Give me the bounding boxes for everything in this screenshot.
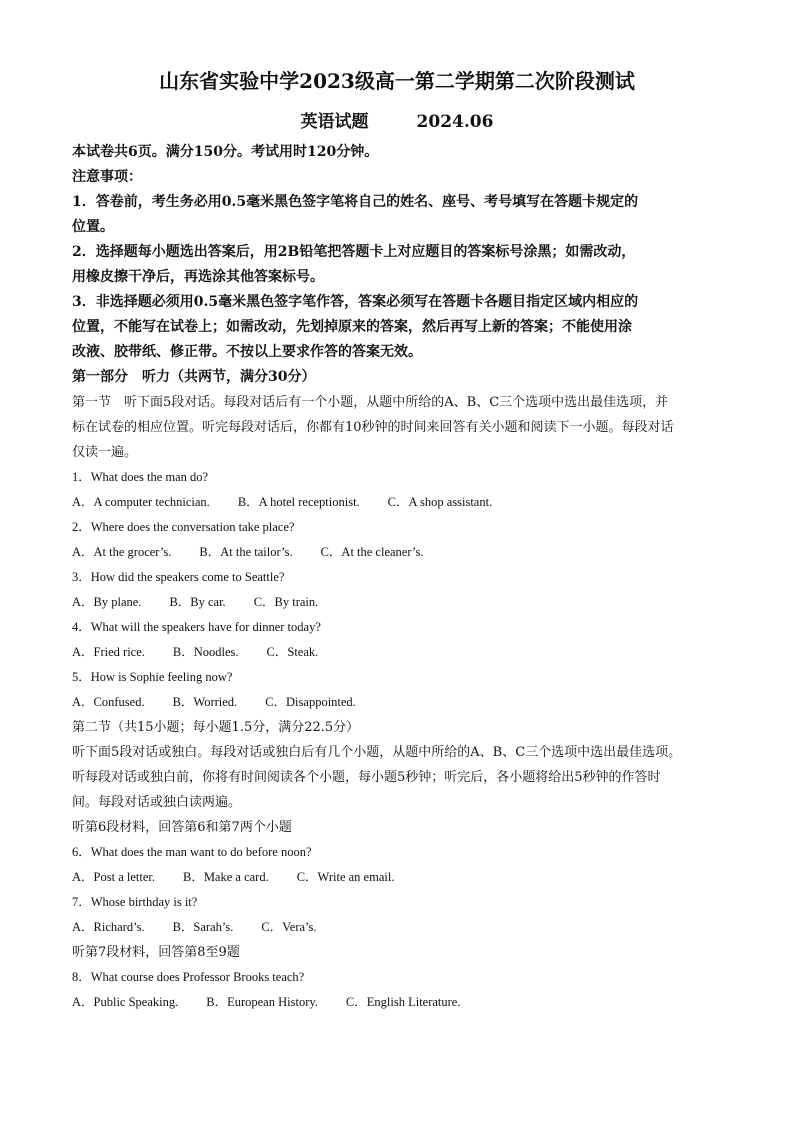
notes-heading: 注意事项： — [72, 169, 142, 185]
option-b: B．Make a card. — [182, 870, 269, 884]
option-a: A．By plane. — [72, 595, 142, 609]
part1-heading: 第一部分 听力（共两节，满分30分） — [72, 369, 316, 385]
exam-page — [72, 66, 722, 1015]
question-options — [72, 915, 722, 940]
section1-instructions: 第一节 听下面5段对话。每段对话后有一个小题，从题中所给的A、B、C三个选项中选出最佳选项，并 — [72, 395, 669, 410]
section2-instructions: 听每段对话或独白前，你将有时间阅读各个小题，每小题5秒钟；听完后，各小题将给出5秒钟的作答时 — [72, 770, 661, 785]
option-c: C．English Literature. — [345, 995, 461, 1009]
section1-instructions: 仅读一遍。 — [72, 445, 138, 460]
option-b: B．European History. — [206, 995, 318, 1009]
exam-summary: 本试卷共6页。满分150分。考试用时120分钟。 — [72, 144, 379, 160]
option-c: C．Write an email. — [296, 870, 395, 884]
question-stem: 1．What does the man do? — [72, 470, 209, 484]
option-a: A．Richard’s. — [72, 920, 145, 934]
option-a: A．A computer technician. — [72, 495, 210, 509]
material-7-label: 听第7段材料，回答第8至9题 — [72, 945, 240, 960]
question-stem: 8．What course does Professor Brooks teach? — [72, 970, 305, 984]
question-stem: 7．Whose birthday is it? — [72, 895, 198, 909]
option-c: C．Disappointed. — [265, 695, 356, 709]
question-options — [72, 640, 722, 665]
question-options — [72, 540, 722, 565]
question-stem: 2．Where does the conversation take place? — [72, 520, 295, 534]
question-options — [72, 590, 722, 615]
question-options — [72, 490, 722, 515]
option-b: B．At the tailor’s. — [199, 545, 293, 559]
note-3-cont: 改液、胶带纸、修正带。不按以上要求作答的答案无效。 — [72, 344, 422, 360]
note-2-cont: 用橡皮擦干净后，再选涂其他答案标号。 — [72, 269, 324, 285]
option-c: C．By train. — [253, 595, 319, 609]
exam-subtitle — [72, 108, 722, 136]
option-a: A．Confused. — [72, 695, 145, 709]
material-6-label: 听第6段材料，回答第6和第7两个小题 — [72, 820, 292, 835]
note-1-cont: 位置。 — [72, 219, 114, 235]
section2-heading: 第二节（共15小题；每小题1.5分，满分22.5分） — [72, 720, 360, 735]
option-b: B．Noodles. — [172, 645, 239, 659]
question-options — [72, 690, 722, 715]
note-1: 1．答卷前，考生务必用0.5毫米黑色签字笔将自己的姓名、座号、考号填写在答题卡规定的 — [72, 194, 639, 210]
question-stem: 4．What will the speakers have for dinner today? — [72, 620, 321, 634]
question-options — [72, 865, 722, 890]
option-b: B．By car. — [169, 595, 226, 609]
option-b: B．Sarah’s. — [172, 920, 234, 934]
option-c: C．At the cleaner’s. — [320, 545, 424, 559]
question-options — [72, 990, 722, 1015]
option-a: A．At the grocer’s. — [72, 545, 172, 559]
exam-title: 山东省实验中学2023级高一第二学期第二次阶段测试 — [159, 69, 635, 93]
option-b: B．A hotel receptionist. — [237, 495, 360, 509]
option-c: C．Vera’s. — [261, 920, 317, 934]
note-2: 2．选择题每小题选出答案后，用2B铅笔把答题卡上对应题目的答案标号涂黑；如需改动， — [72, 244, 636, 260]
exam-date: 2024.06 — [416, 112, 494, 132]
subject-label: 英语试题 — [300, 112, 369, 132]
section2-instructions: 听下面5段对话或独白。每段对话或独白后有几个小题，从题中所给的A、B、C三个选项中选出最佳选项。 — [72, 745, 682, 760]
option-a: A．Post a letter. — [72, 870, 155, 884]
option-a: A．Public Speaking. — [72, 995, 179, 1009]
option-a: A．Fried rice. — [72, 645, 145, 659]
section1-instructions: 标在试卷的相应位置。听完每段对话后，你都有10秒钟的时间来回答有关小题和阅读下一小题。每段对话 — [72, 420, 674, 435]
question-stem: 6．What does the man want to do before noon? — [72, 845, 312, 859]
option-c: C．Steak. — [266, 645, 319, 659]
question-stem: 5．How is Sophie feeling now? — [72, 670, 233, 684]
note-3: 3．非选择题必须用0.5毫米黑色签字笔作答，答案必须写在答题卡各题目指定区域内相应的 — [72, 294, 639, 310]
option-c: C．A shop assistant. — [387, 495, 493, 509]
option-b: B．Worried. — [172, 695, 238, 709]
section2-instructions: 间。每段对话或独白读两遍。 — [72, 795, 242, 810]
question-stem: 3．How did the speakers come to Seattle? — [72, 570, 285, 584]
note-3-cont: 位置，不能写在试卷上；如需改动，先划掉原来的答案，然后再写上新的答案；不能使用涂 — [72, 319, 632, 335]
